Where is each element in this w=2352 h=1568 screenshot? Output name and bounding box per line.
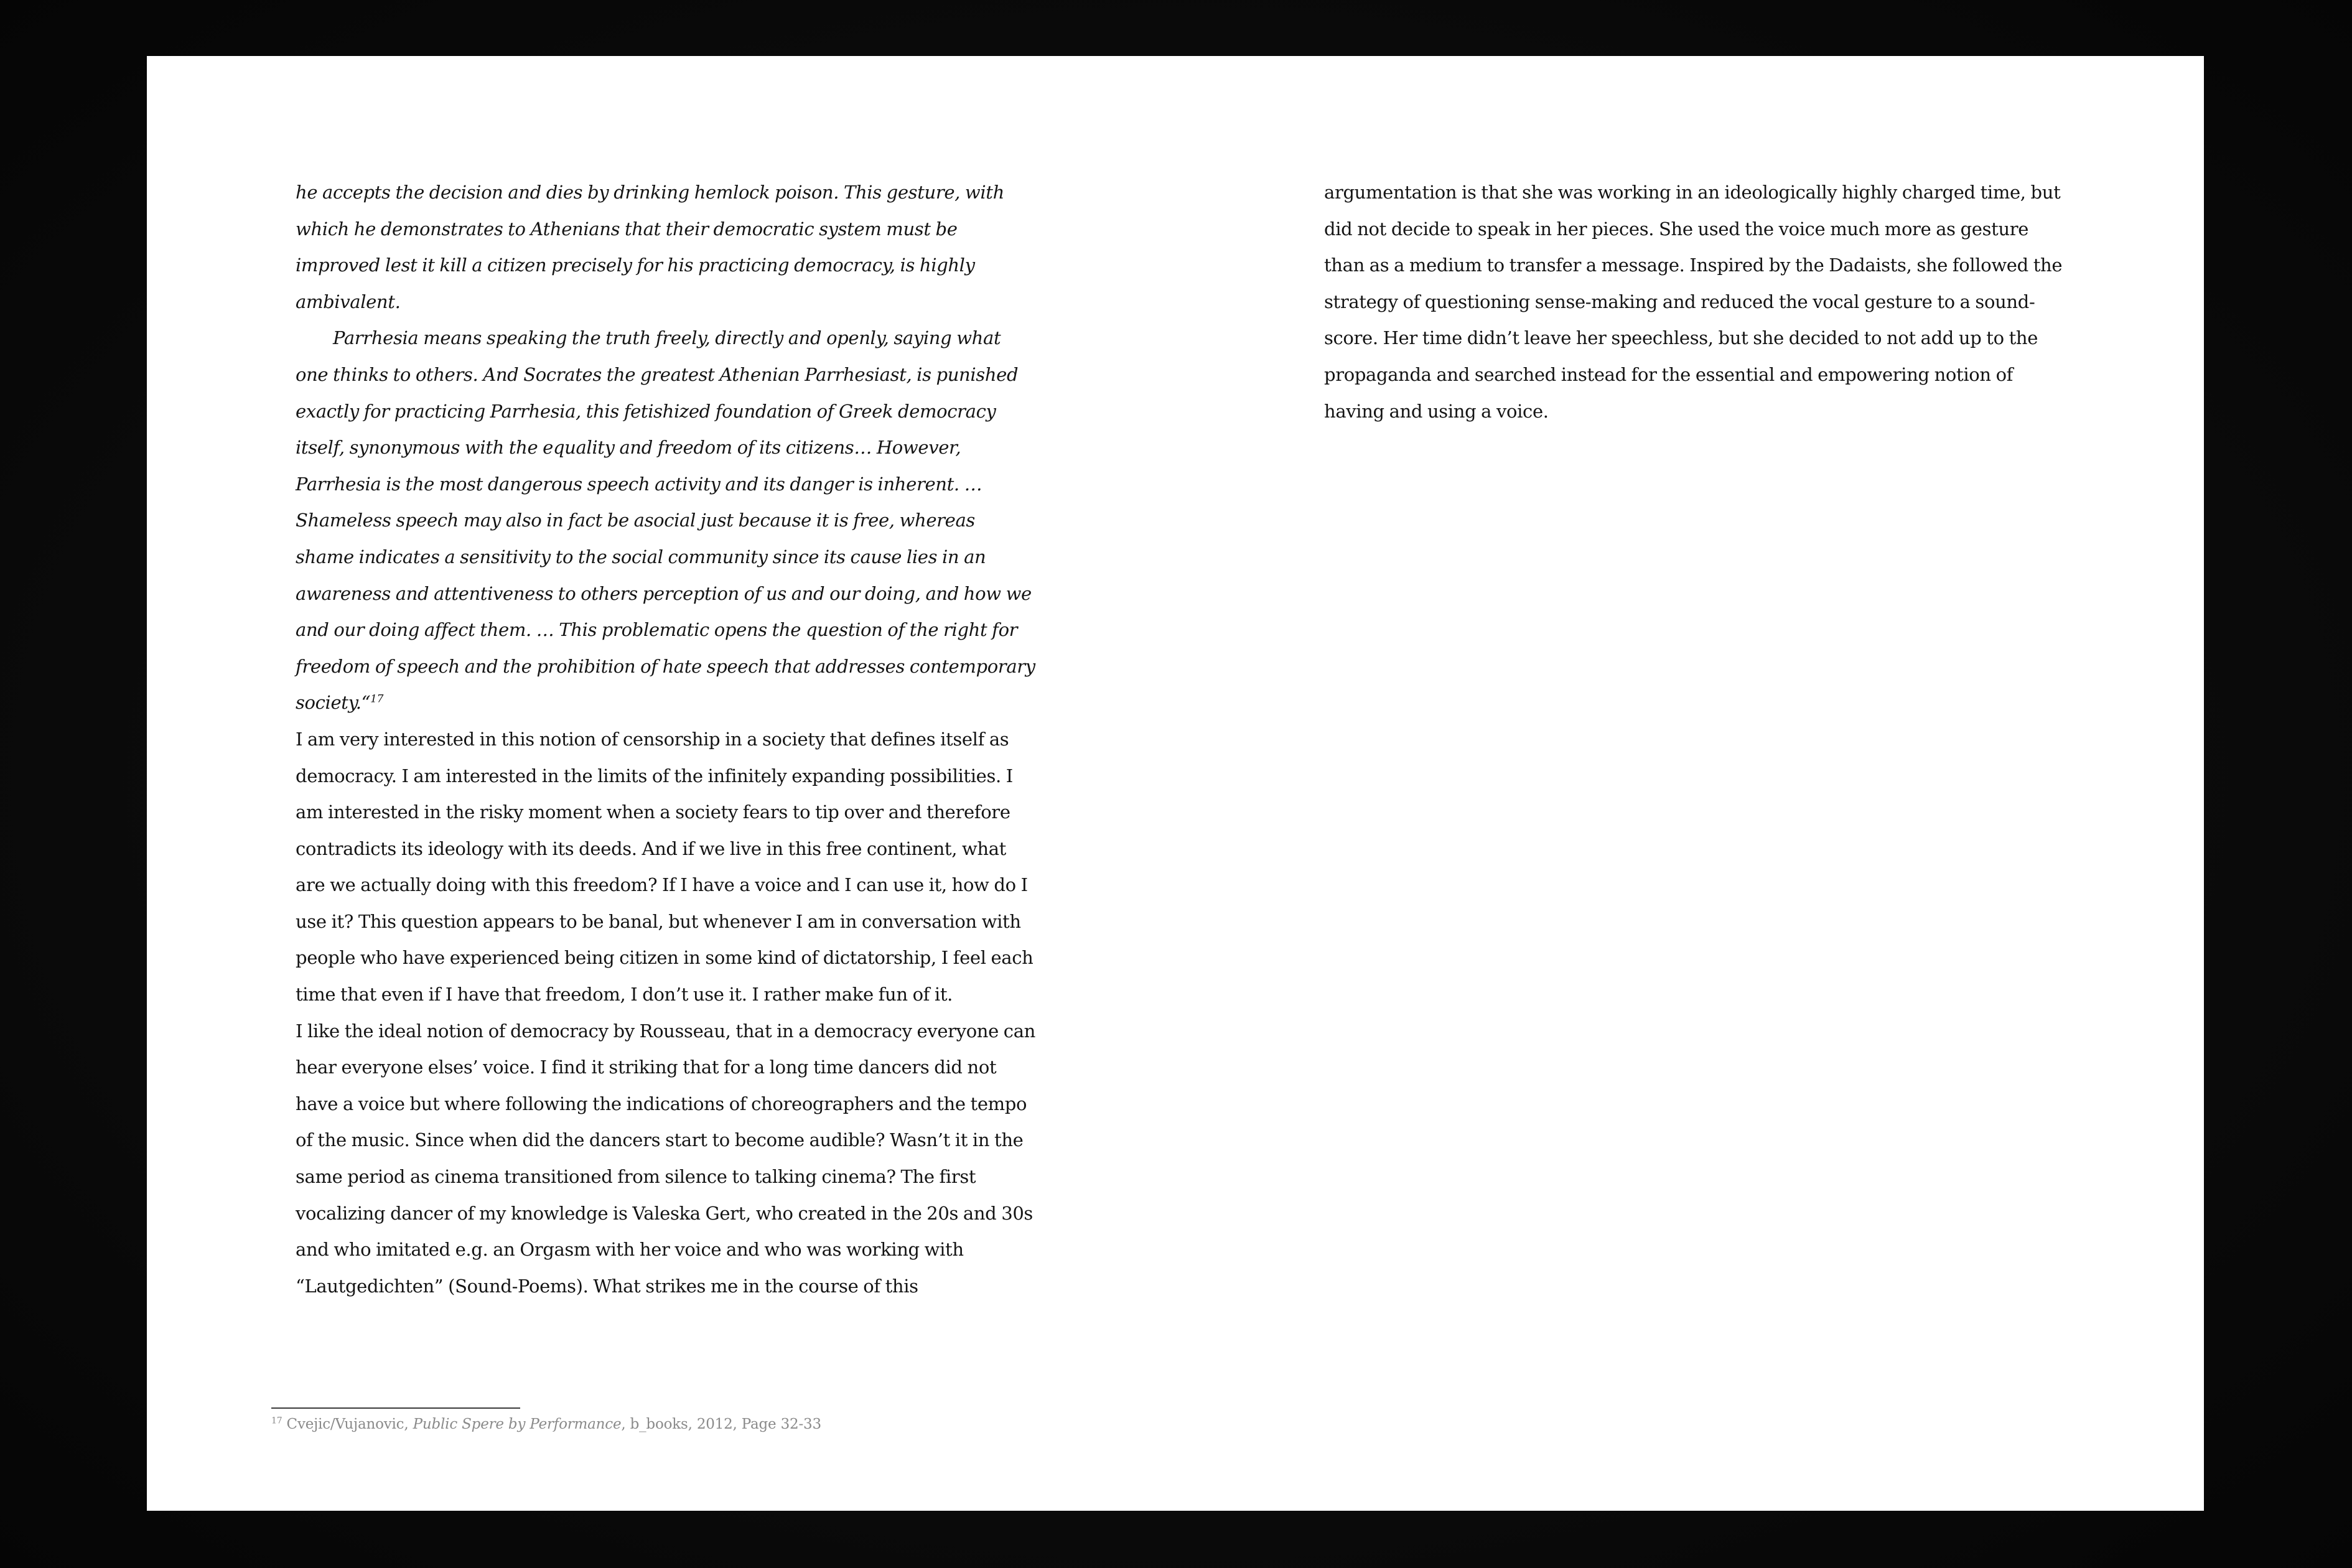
footnote-details: , b_books, 2012, Page 32-33 [621,1416,821,1432]
right-page-text [1324,174,2065,429]
quote-parrhesia-paragraph [296,320,1036,721]
footnote-authors: Cvejic/Vujanovic, [286,1416,409,1432]
rousseau-paragraph: I like the ideal notion of democracy by Rousseau, that in a democracy everyone can hear everyone elses’ voice. I find it striking that for a long time dancers did not have a voice but where following the indications of choreographers and the tempo of the music. Since when did the dancers start to become audible? Wasn’t it in the same period as cinema transitioned from silence to talking cinema? The first vocalizing dancer of my knowledge is Valeska Gert, who created in the 20s and 30s and who imitated e.g. an Orgasm with her voice and who was working with “Lautgedichten” (Sound-Poems). What strikes me in the course of this [296,1020,1035,1297]
left-page-text [296,174,1036,1304]
footnote-reference: 17 [370,693,384,706]
footnote [271,1415,821,1434]
quote-parrhesia-text: Parrhesia means speaking the truth freely, directly and openly, saying what one thinks to others. And Socrates the greatest Athenian Parrhesiast, is punished exactly for practicing Parrhesia, this fetishized foundation of Greek democracy itself, synonymous with the equality and freedom of its citizens… However, Parrhesia is the most dangerous speech activity and its danger is inherent. … Shameless speech may also in fact be asocial just because it is free, whereas shame indicates a sensitivity to the social community since its cause lies in an awareness and attentiveness to others perception of us and our doing, and how we and our doing affect them. … This problematic opens the question of the right for freedom of speech and the prohibition of hate speech that addresses contemporary society.“ [296,327,1035,714]
book-spread [147,56,2204,1511]
footnote-title: Public Spere by Performance [413,1416,622,1432]
quote-end-paragraph: he accepts the decision and dies by drinking hemlock poison. This gesture, with which he demonstrates to Athenians that their democratic system must be improved lest it kill a citizen precisely for his practicing democracy, is highly ambivalent. [296,182,1004,312]
footnote-divider [271,1407,520,1409]
argumentation-paragraph: argumentation is that she was working in an ideologically highly charged time, but did not decide to speak in her pieces. She used the voice much more as gesture than as a medium to transfer a message. Inspired by the Dadaists, she followed the strategy of questioning sense-making and reduced the vocal gesture to a sound-score. Her time didn’t leave her speechless, but she decided to not add up to the propaganda and searched instead for the essential and empowering notion of having and using a voice. [1324,182,2063,422]
censorship-paragraph: I am very interested in this notion of censorship in a society that defines itself as democracy. I am interested in the limits of the infinitely expanding possibilities. I am interested in the risky moment when a society fears to tip over and therefore contradicts its ideology with its deeds. And if we live in this free continent, what are we actually doing with this freedom? If I have a voice and I can use it, how do I use it? This question appears to be banal, but whenever I am in conversation with people who have experienced being citizen in some kind of dictatorship, I feel each time that even if I have that freedom, I don’t use it. I rather make fun of it. [296,728,1034,1006]
footnote-number: 17 [271,1416,282,1426]
